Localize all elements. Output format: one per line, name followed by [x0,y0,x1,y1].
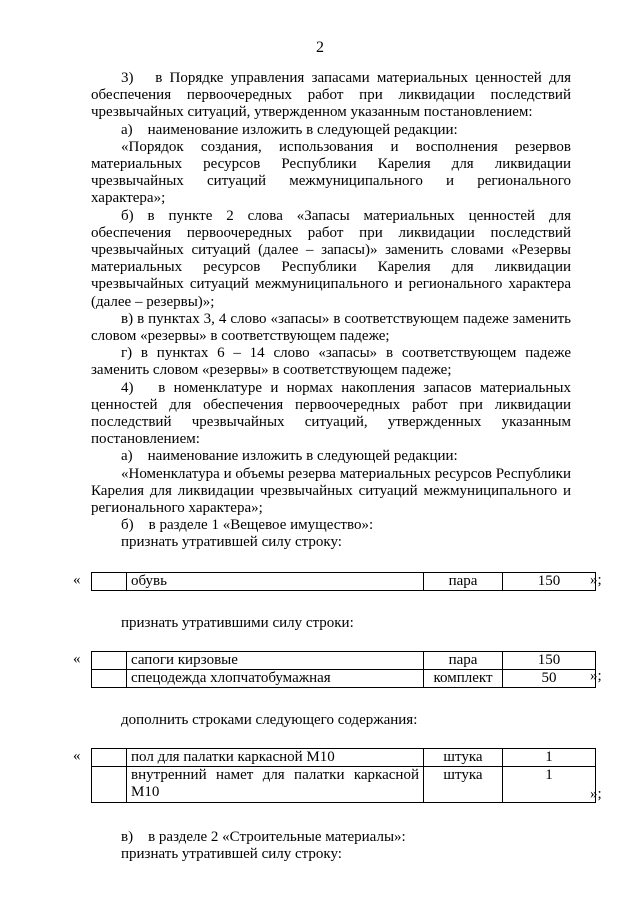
table-1 [91,572,596,591]
table-row [92,767,596,803]
table-row [92,749,596,767]
table-cell-empty [92,651,127,669]
page-number: 2 [316,39,324,56]
table-cell-unit: пара [424,651,503,669]
paragraph: признать утратившей силу строку: [121,846,342,863]
paragraph: г) в пунктах 6 – 14 слово «запасы» в соответствующем падеже заменить словом «резервы» в соответствующем падеже; [91,345,571,379]
document-body [73,70,602,864]
table-row [92,651,596,669]
paragraph: дополнить строками следующего содержания: [121,711,418,728]
table-cell-qty: 1 [503,749,596,767]
table-block-2 [73,650,602,688]
table-cell-unit: штука [424,767,503,803]
quote-close: »; [590,571,602,588]
paragraph: а) наименование изложить в следующей редакции: [121,448,458,465]
quote-open: « [73,571,81,588]
table-2 [91,651,596,688]
table-cell-name: пол для палатки каркасной М10 [127,749,424,767]
paragraph: в) в пунктах 3, 4 слово «запасы» в соответствующем падеже заменить словом «резервы» в соответствующем падеже; [91,310,571,345]
paragraph: б) в пункте 2 слова «Запасы материальных ценностей для обеспечения первоочередных работ при ликвидации последствий чрезвычайных ситуаций (далее – запасы)» заменить словами «Резервы материальных ресурсов Республики Карелия для ликвидации чрезвычайных ситуаций межмуниципального и регионального характера (далее – резервы)»; [91,207,571,310]
paragraph: 4) в номенклатуре и нормах накопления запасов материальных ценностей для обеспечения первоочередных работ при ликвидации последствий чрезвычайных ситуаций, утвержденных указанным постановлением: [91,379,571,448]
table-cell-name: внутренний намет для палатки каркасной М10 [127,767,424,803]
table-cell-empty [92,669,127,687]
quote-close: »; [590,667,602,684]
table-block-3 [73,748,602,803]
table-cell-qty: 150 [503,572,596,590]
quote-open: « [73,748,81,765]
quote-open: « [73,650,81,667]
quote-close: »; [590,786,602,803]
table-cell-name: сапоги кирзовые [127,651,424,669]
table-3 [91,748,596,803]
table-cell-qty: 1 [503,767,596,803]
paragraph: «Номенклатура и объемы резерва материальных ресурсов Республики Карелия для ликвидации чрезвычайных ситуаций межмуниципального и регионального характера»; [91,465,571,517]
table-cell-name: спецодежда хлопчатобумажная [127,669,424,687]
table-cell-name: обувь [127,572,424,590]
table-cell-empty [92,572,127,590]
paragraph: в) в разделе 2 «Строительные материалы»: [121,829,406,846]
table-cell-qty: 50 [503,669,596,687]
table-cell-unit: штука [424,749,503,767]
table-cell-empty [92,749,127,767]
paragraph: б) в разделе 1 «Вещевое имущество»: [121,517,374,534]
table-row [92,572,596,590]
paragraph: а) наименование изложить в следующей редакции: [121,121,458,138]
paragraph: «Порядок создания, использования и восполнения резервов материальных ресурсов Республики Карелия для ликвидации чрезвычайных ситуаций межмуниципального и регионального характера»; [91,138,571,207]
paragraph: признать утратившей силу строку: [121,534,342,551]
table-cell-qty: 150 [503,651,596,669]
table-cell-unit: комплект [424,669,503,687]
table-cell-empty [92,767,127,803]
paragraph: 3) в Порядке управления запасами материальных ценностей для обеспечения первоочередных работ при ликвидации последствий чрезвычайных ситуаций, утвержденном указанным постановлением: [91,70,571,121]
paragraph: признать утратившими силу строки: [121,614,354,631]
table-row [92,669,596,687]
table-cell-unit: пара [424,572,503,590]
table-block-1 [73,571,602,591]
